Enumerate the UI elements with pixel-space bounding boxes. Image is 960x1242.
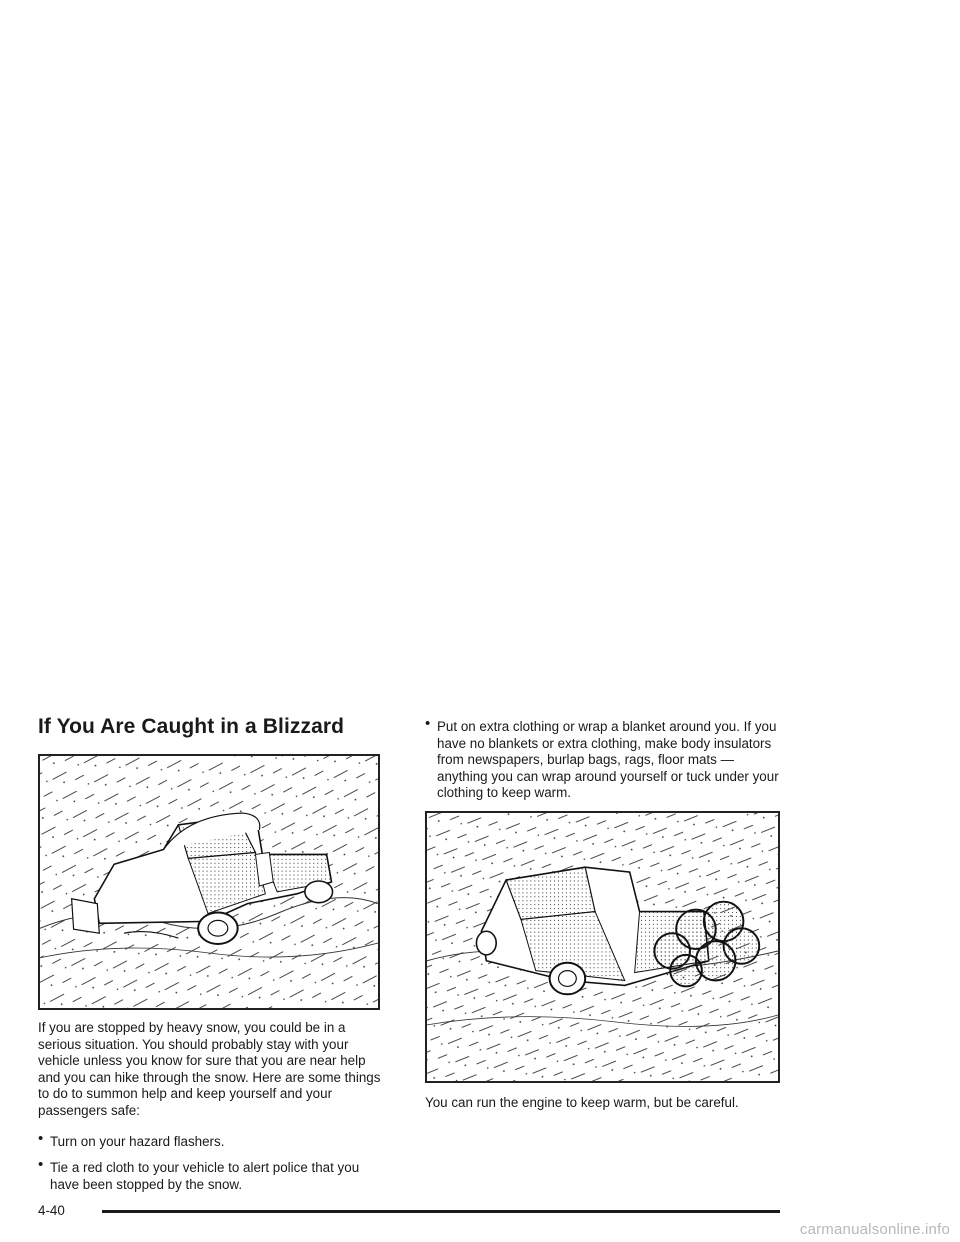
intro-paragraph: If you are stopped by heavy snow, you could be in a serious situation. You should probably stay with your vehicle unless you know for sure that you are near help and you can hike through the snow. Here are some things to do to summon help and keep yourself and your passengers safe:	[38, 1020, 381, 1118]
watermark: carmanualsonline.info	[799, 1221, 950, 1238]
bullet-item	[425, 715, 782, 802]
bullet-item	[38, 1130, 380, 1151]
bullet-item	[38, 1156, 380, 1193]
illustration-truck-exhaust	[425, 811, 780, 1083]
section-heading: If You Are Caught in a Blizzard	[38, 715, 345, 738]
bullet-icon: •	[425, 715, 431, 732]
engine-note: You can run the engine to keep warm, but be careful.	[425, 1095, 739, 1110]
bullet-icon: •	[38, 1156, 44, 1173]
footer-rule	[102, 1210, 780, 1213]
bullet-text: Tie a red cloth to your vehicle to alert police that you have been stopped by the snow.	[50, 1160, 360, 1192]
bullet-text: Turn on your hazard flashers.	[50, 1134, 225, 1149]
page-number: 4-40	[38, 1203, 65, 1218]
illustration-truck-in-blizzard	[38, 754, 380, 1010]
bullet-icon: •	[38, 1130, 44, 1147]
bullet-text: Put on extra clothing or wrap a blanket around you. If you have no blankets or extra clothing, make body insulators from newspapers, burlap bags, rags, floor mats — anything you can wrap around yourself or tuck under your clothing to keep warm.	[437, 719, 779, 801]
